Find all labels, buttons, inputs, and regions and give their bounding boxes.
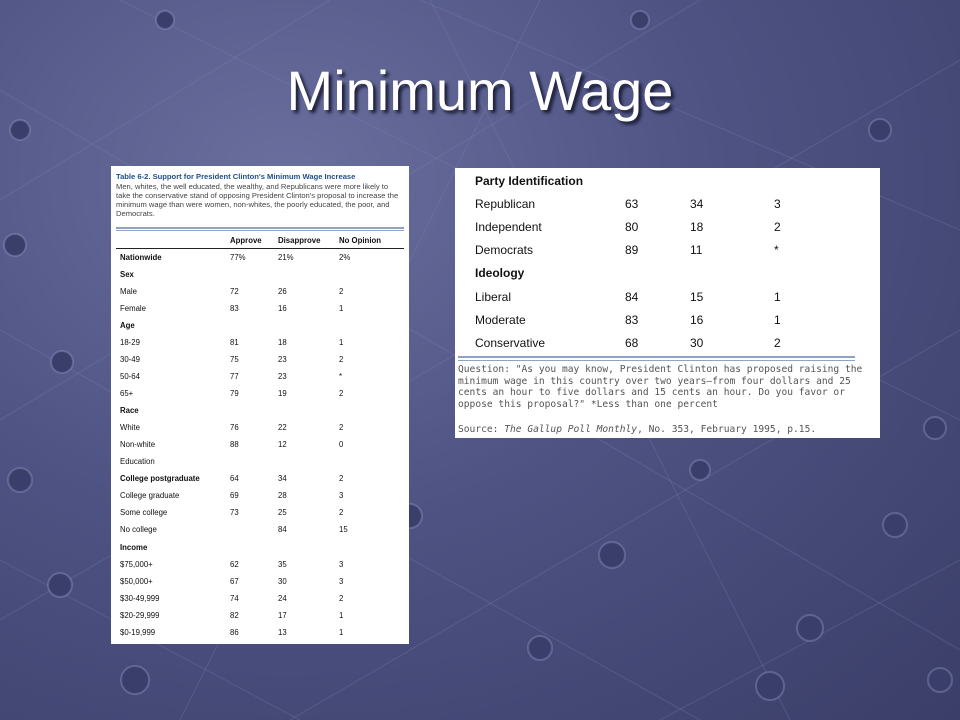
header-rule	[116, 248, 404, 249]
table-row: 65+ 79 19 2	[120, 389, 344, 398]
table-row: $30-49,999 74 24 2	[120, 594, 344, 603]
party-ideology-table: Party Identification Republican 63 34 3 Independent 80 18 2 Democrats 89 11 * Ideology Liberal 84 15 1 Moderate 83 16 1 Conservative 68 30 2 Question: "As you may know, President Clinton has proposed raising the minimum wage in this country over two years–from four dollars and 25 cents an hour to five dollars and 15 cents an hour. Do you favor or oppose this proposal?" *Less than one percent Source: The Gallup Poll Monthly, No. 353, February 1995, p.15.	[455, 168, 880, 438]
table-row: College postgraduate 64 34 2	[120, 474, 344, 483]
table-row: 50-64 77 23 *	[120, 372, 343, 381]
table-caption-description: Men, whites, the well educated, the wealthy, and Republicans were more likely to take the conservative stand of opposing President Clinton's proposal to increase the minimum wage than were women, non-whites, the poorly educated, the poor, and Democrats.	[116, 182, 399, 218]
table-row: Nationwide 77% 21% 2%	[120, 253, 351, 262]
table-row: $0-19,999 86 13 1	[120, 628, 344, 637]
table-row: Non-white 88 12 0	[120, 440, 344, 449]
table-row: $50,000+ 67 30 3	[120, 577, 344, 586]
table-row: Some college 73 25 2	[120, 508, 344, 517]
table-row: 18-29 81 18 1	[120, 338, 344, 347]
table-row: White 76 22 2	[120, 423, 344, 432]
table-row: Sex	[120, 270, 134, 279]
table-row: 30-49 75 23 2	[120, 355, 344, 364]
table-row: Male 72 26 2	[120, 287, 344, 296]
table-bottom-rule-thin	[458, 360, 855, 361]
table-top-rule	[116, 227, 404, 229]
demographics-table	[111, 166, 409, 644]
table-top-rule-thin	[116, 230, 404, 231]
table-row: Female 83 16 1	[120, 304, 344, 313]
table-row: No college 84 15	[120, 525, 348, 534]
survey-question-note: Question: "As you may know, President Clinton has proposed raising the minimum wage in this country over two years–from four dollars and 25 cents an hour to five dollars and 15 cents an hour. Do you favor or oppose this proposal?" *Less than one percent	[458, 364, 863, 410]
table-row: Income	[120, 543, 148, 552]
column-header-approve: Approve	[230, 236, 262, 245]
slide-title: Minimum Wage	[286, 59, 674, 122]
column-header-no-opinion: No Opinion	[339, 236, 382, 245]
table-row: $75,000+ 62 35 3	[120, 560, 344, 569]
column-header-disapprove: Disapprove	[278, 236, 321, 245]
table-row: Race	[120, 406, 139, 415]
table-row: Age	[120, 321, 135, 330]
table-row: College graduate 69 28 3	[120, 491, 344, 500]
table-bottom-rule	[458, 356, 855, 358]
source-citation: Source: The Gallup Poll Monthly, No. 353, February 1995, p.15.	[458, 424, 817, 435]
table-row: Education	[120, 457, 155, 466]
table-caption-title: Table 6-2. Support for President Clinton's Minimum Wage Increase	[116, 172, 356, 181]
table-row: $20-29,999 82 17 1	[120, 611, 344, 620]
